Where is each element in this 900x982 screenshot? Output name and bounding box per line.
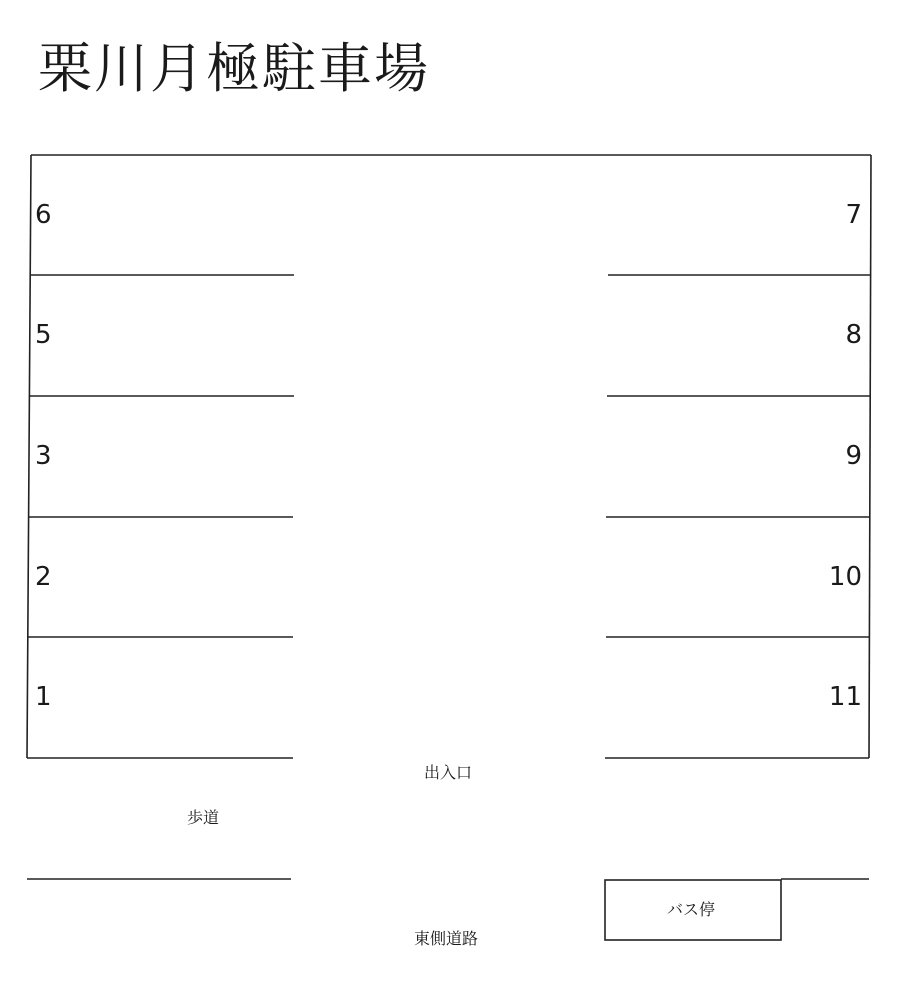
space-number: 1: [35, 682, 52, 712]
space-number: 10: [828, 562, 862, 592]
space-number: 6: [35, 200, 52, 230]
bus-stop-label: バス停: [667, 900, 716, 919]
space-number: 2: [35, 562, 52, 592]
lot-left-edge: [27, 155, 31, 758]
space-number: 9: [845, 441, 862, 471]
lot-right-edge: [869, 155, 871, 758]
space-number: 3: [35, 441, 52, 471]
road-label: 東側道路: [414, 929, 479, 948]
space-number: 5: [35, 320, 52, 350]
space-number: 11: [828, 682, 862, 712]
sidewalk-label: 歩道: [187, 808, 220, 827]
space-number: 7: [845, 200, 862, 230]
page-title: 栗川月極駐車場: [38, 37, 430, 100]
entrance-label: 出入口: [424, 763, 473, 782]
space-number: 8: [845, 320, 862, 350]
